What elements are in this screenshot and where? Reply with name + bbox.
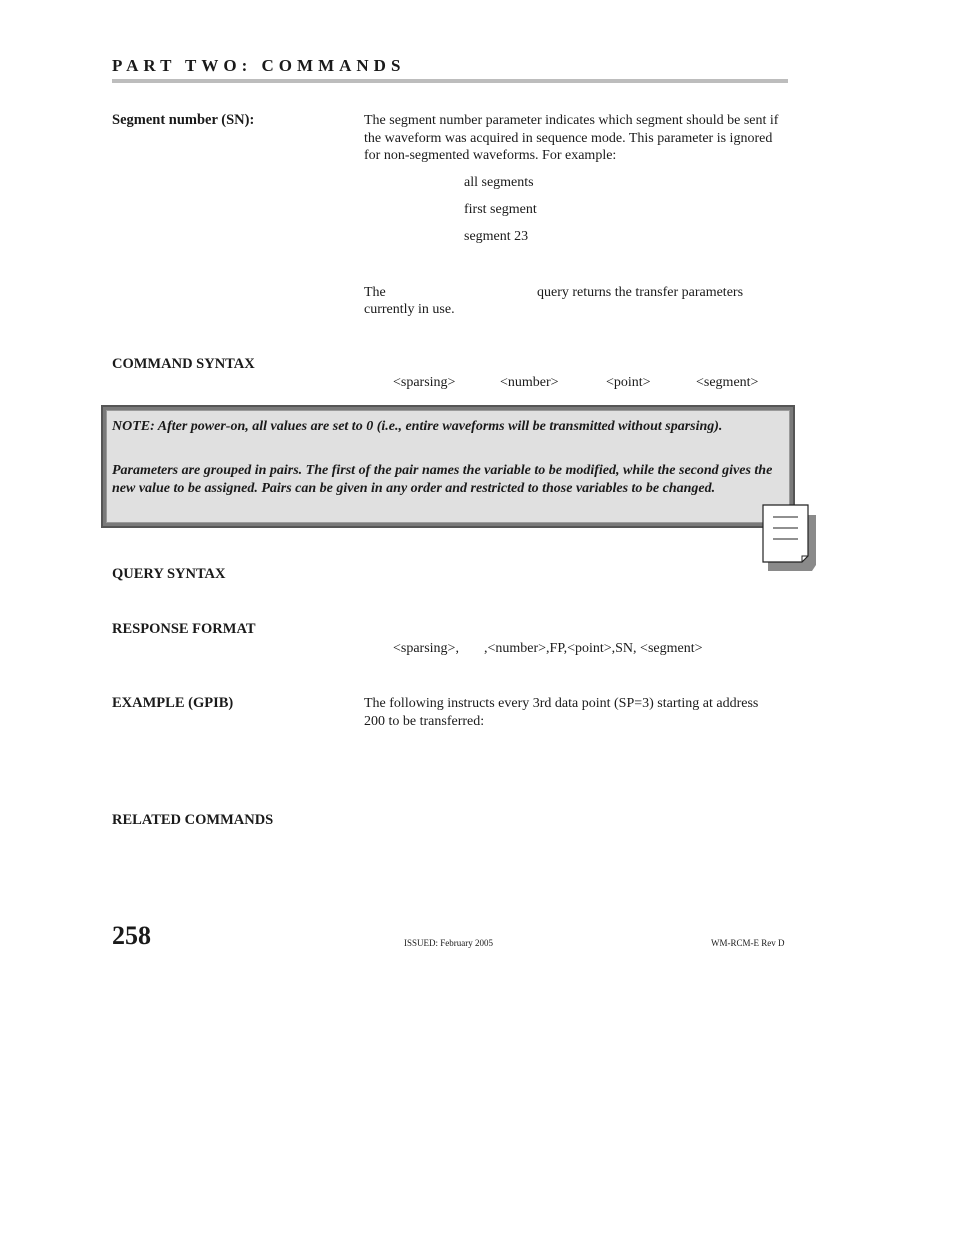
page-number: 258 [112, 921, 151, 950]
note-line-pairs: Parameters are grouped in pairs. The first of the pair names the variable to be modified, while the second gives the new value to be assigned. Pairs can be given in any order and restricted to those variables to be changed. [112, 463, 773, 496]
note-document-icon [760, 503, 820, 573]
query-note-suffix: query returns the transfer parameters [537, 285, 744, 300]
query-syntax-label: QUERY SYNTAX [112, 566, 226, 582]
note-line-poweron: NOTE: After power-on, all values are set to 0 (i.e., entire waveforms will be transmitted without sparsing). [112, 419, 723, 434]
response-format-sparsing: <sparsing>, [393, 641, 459, 656]
syntax-param-segment: <segment> [696, 375, 759, 390]
segment-example-all: all segments [464, 175, 534, 190]
page-header-title: PART TWO: COMMANDS [112, 56, 406, 75]
segment-example-23: segment 23 [464, 229, 529, 244]
query-note-continuation: currently in use. [364, 302, 455, 317]
segment-example-first: first segment [464, 202, 537, 217]
footer-issued-date: ISSUED: February 2005 [404, 938, 493, 948]
related-commands-label: RELATED COMMANDS [112, 812, 274, 828]
footer-doc-id: WM-RCM-E Rev D [711, 938, 785, 948]
response-format-rest: ,<number>,FP,<point>,SN, <segment> [484, 641, 703, 656]
syntax-param-number: <number> [500, 375, 559, 390]
segment-number-label: Segment number (SN): [112, 112, 255, 128]
syntax-param-point: <point> [606, 375, 651, 390]
query-note-prefix: The [364, 285, 386, 300]
segment-number-description: The segment number parameter indicates which segment should be sent if the waveform was acquired in sequence mode. This parameter is ignored for non-segmented waveforms. For example: [364, 113, 779, 163]
example-description: The following instructs every 3rd data point (SP=3) starting at address 200 to be transferred: [364, 696, 759, 729]
example-gpib-label: EXAMPLE (GPIB) [112, 695, 234, 711]
header-rule [112, 79, 788, 83]
syntax-param-sparsing: <sparsing> [393, 375, 456, 390]
command-syntax-label: COMMAND SYNTAX [112, 356, 255, 372]
response-format-label: RESPONSE FORMAT [112, 621, 256, 637]
